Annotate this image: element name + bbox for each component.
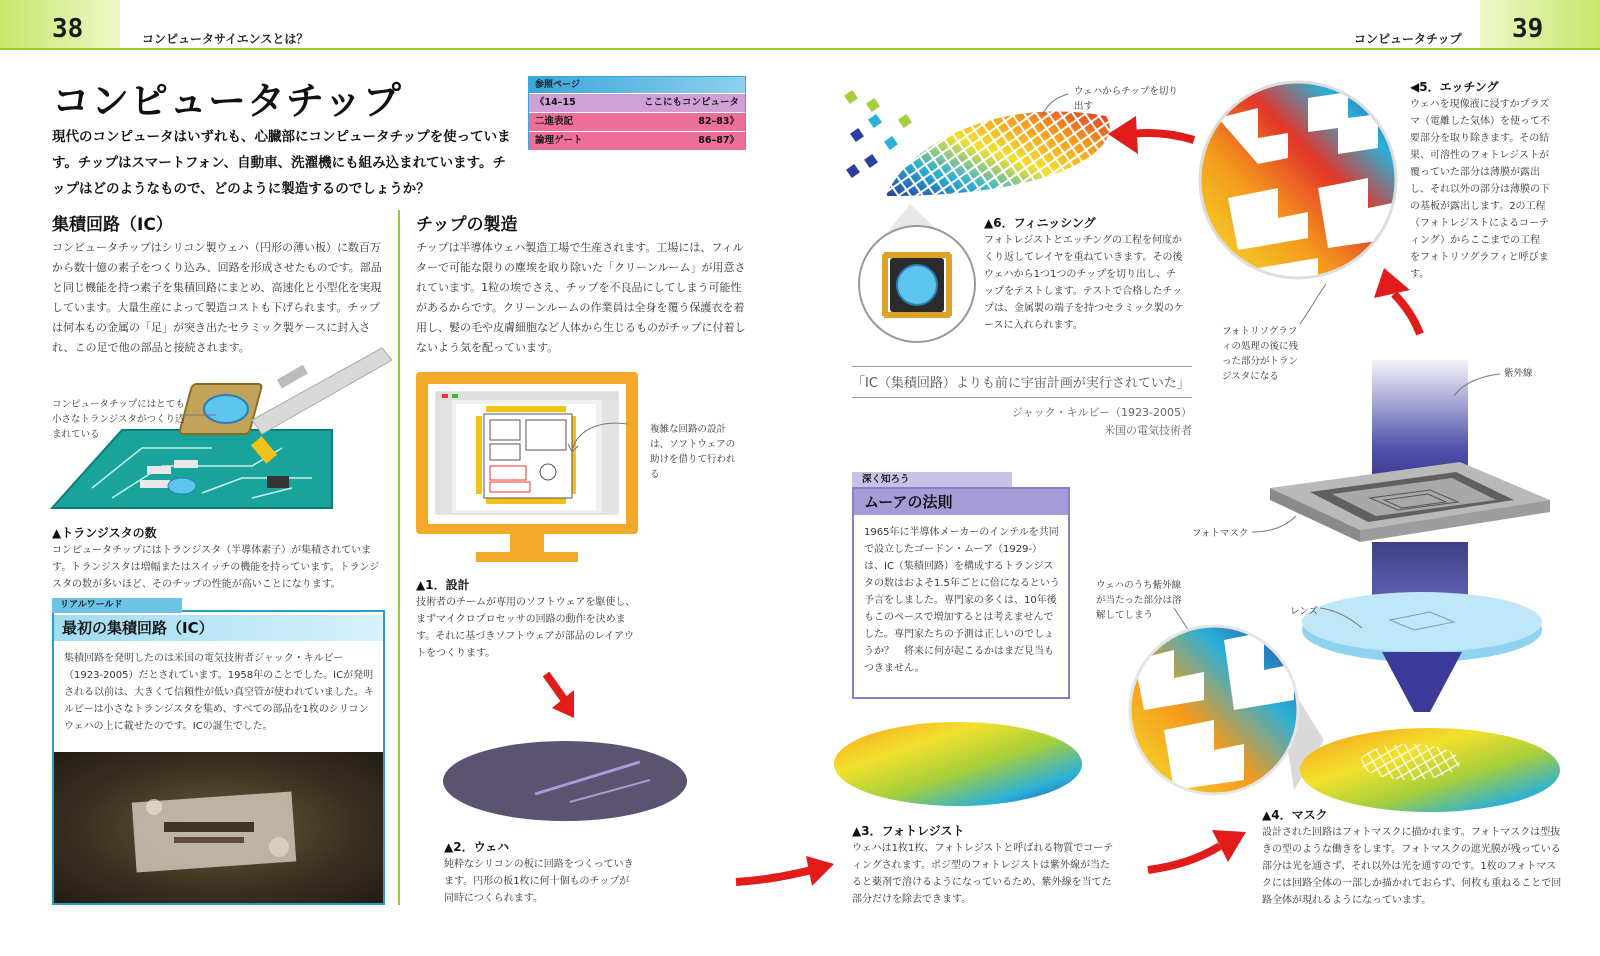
lead-paragraph: 現代のコンピュータはいずれも、心臓部にコンピュータチップを使っています。チップはスマートフォン、自動車、洗濯機にも組み込まれています。チップはどのようなもので、どのように製造するのでしょうか？ [52,129,511,197]
right-running-head: コンピュータチップ [1354,32,1462,46]
right-page-number: 39 [1512,14,1544,44]
reference-label: 二進表記 [535,116,574,127]
reference-label: 《14–15 [535,97,576,108]
first-ic-photo [54,752,383,903]
arrow-up-right-icon [1148,826,1248,876]
ic-body: コンピュータチップはシリコン製ウェハ（円形の薄い板）に数百万から数十億の素子をつくり込み、回路を形成させたものです。部品と同じ機能を持つ素子を集積回路にまとめ、高速化と小型化を実現しています。大量生産によって製造コストも下げられます。チップは何本もの金属の「足」が突き出たセラミック製ケースに封入され、この足で他の部品と接続されます。 [52,241,382,354]
manufacturing-heading: チップの製造 [416,215,518,235]
step1-title: ▲1．設計 [416,578,470,592]
real-world-body: 集積回路を発明したのは米国の電気技術者ジャック・キルビー（1923-2005）だとされています。1958年のことでした。ICが発明される以前は、大きくて信頼性が低い真空管が使われていました。キルビーは小さなトランジスタを集め、すべての部品を1枚のシリコンウェハの上に載せたのです。ICの誕生でした。 [64,653,374,732]
quote-author: ジャック・キルビー（1923-2005） [1011,406,1192,419]
arrow-left-icon [1108,110,1198,160]
ic-heading: 集積回路（IC） [52,215,173,235]
first-ic-photo-graphic [54,752,383,903]
transistor-caption-title: ▲トランジスタの数 [52,526,157,540]
arrow-up-icon [1374,268,1434,338]
silicon-wafer-illustration [440,736,690,826]
reference-row[interactable] [529,94,745,112]
photomask-label: フォトマスク [1192,528,1249,539]
real-world-tag: リアルワールド [52,598,182,613]
design-callout-leader [568,420,638,460]
callout-leader [180,410,220,420]
reference-value: 82–83》 [698,116,739,127]
step4-title: ▲4．マスク [1262,808,1328,822]
masked-wafer-illustration [1290,726,1570,816]
step5-title: ◀5．エッチング [1410,80,1499,94]
step4-body: 設計された回路はフォトマスクに描かれます。フォトマスクは型抜きの型のような働きをします。フォトマスクの遮光膜が残っている部分は光を通さず、それ以外は光を通すのです。1枚のフォトマスクには回路全体の一部しか描かれておらず、何枚も重ねることで回路全体が現れるようになっています。 [1262,827,1562,906]
reference-value: ここにもコンピュータ [643,97,739,108]
left-page-number: 38 [52,14,84,44]
step3-title: ▲3．フォトレジスト [852,824,965,838]
design-callout: 複雑な回路の設計は、ソフトウェアの助けを借りて行われる [650,424,736,480]
step6-body: フォトレジストとエッチングの工程を何度かくり返してレイヤを重ねていきます。その後ウェハから1つ1つのチップを切り出し、チップをテストします。テストで合格したチップは、金属製の端子を持つセラミック製のケースに入れられます。 [984,235,1184,331]
quote-rule-bottom [852,397,1192,398]
transistor-callout-leader [1296,280,1336,330]
reference-label: 論理ゲート [535,135,583,146]
design-monitor-illustration [416,372,641,572]
photoresist-wafer-illustration [832,720,1082,810]
step2-body: 純粋なシリコンの板に回路をつくっていきます。円形の板1枚に何十個ものチップが同時につくられます。 [444,859,634,904]
arrow-down-icon [540,672,580,722]
arrow-right-icon [736,852,836,892]
quote-text: 「IC（集積回路）よりも前に宇宙計画が実行されていた」 [852,376,1190,391]
reference-row[interactable] [529,113,745,131]
left-running-head: コンピュータサイエンスとは？ [142,32,309,46]
step2-title: ▲2．ウェハ [444,840,510,854]
etching-magnified-illustration [1198,78,1398,288]
reference-header: 参照ページ [529,77,745,93]
moore-body: 1965年に半導体メーカーのインテルを共同で設立したゴードン・ムーア（1929-）は、IC（集積回路）を構成するトランジスタの数はおよそ1.5年ごとに倍になるという予言をしました。専門家の多くは、10年後もこのペースで増加するとは考えませんでした。専門家たちの予測は正しいのでしょうか？ 将来に何が起こるかはまだ見当もつきません。 [864,527,1060,674]
photomask-leader [1252,512,1298,538]
step1-body: 技術者のチームが専用のソフトウェアを駆使し、まずマイクロプロセッサの回路の動作を決めます。それに基づきソフトウェアが部品のレイアウトをつくります。 [416,597,636,659]
page-title: コンピュータチップ [52,79,402,123]
manufacturing-body: チップは半導体ウェハ製造工場で生産されます。工場には、フィルターで可能な限りの塵埃を取り除いた「クリーンルーム」が用意されています。1粒の埃でさえ、チップを不良品にしてしまう可能性があるからです。クリーンルームの作業員は全身を覆う保護衣を着用し、髪の毛や皮膚細胞など人体から生じるものがチップに付着しないよう気を配っています。 [416,241,746,354]
reference-row[interactable] [529,132,745,150]
real-world-title: 最初の集積回路（IC） [54,615,383,641]
step5-body: ウェハを現像液に浸すかプラズマ（電離した気体）を使って不要部分を取り除きます。その結果、可溶性のフォトレジストが覆っていた部分は薄膜が露出し、それ以外の部分は薄膜の下の基板が露出します。2の工程（フォトレジストによるコーティング）からここまでの工程をフォトリソグラフィと呼びます。 [1410,99,1550,280]
transistor-callout: コンピュータチップにはとても小さなトランジスタがつくり込まれている [52,399,185,440]
quote-role: 米国の電気技術者 [1104,424,1192,437]
reference-box [528,76,746,150]
uv-label: 紫外線 [1504,368,1533,379]
moore-tag: 深く知ろう [852,472,1012,488]
moore-title: ムーアの法則 [854,489,1068,515]
quote-rule-top [852,366,1192,367]
column-divider [398,210,400,905]
dissolve-callout: ウェハのうち紫外線が当たった部分は溶解してしまう [1096,580,1182,621]
lens-leader [1320,604,1364,634]
finished-chip-illustration [852,204,982,344]
lens-label: レンズ [1290,606,1318,617]
reference-value: 86–87》 [698,135,739,146]
transistor-remaining-callout: フォトリソグラフィの処理の後に残った部分がトランジスタになる [1222,326,1299,382]
step6-title: ▲6．フィニッシング [984,216,1096,230]
cut-callout: ウェハからチップを切り出す [1074,86,1178,112]
transistor-caption-body: コンピュータチップにはトランジスタ（半導体素子）が集積されています。トランジスタは増幅またはスイッチの機能を持っています。トランジスタの数が多いほど、そのチップの性能が高いことになります。 [52,545,380,590]
uv-leader [1450,370,1502,400]
step3-body: ウェハは1枚1枚、フォトレジストと呼ばれる物質でコーティングされます。ポジ型のフォトレジストは紫外線が当たると薬剤で溶けるようになっているため、紫外線を当てた部分だけを除去できます。 [852,843,1114,905]
